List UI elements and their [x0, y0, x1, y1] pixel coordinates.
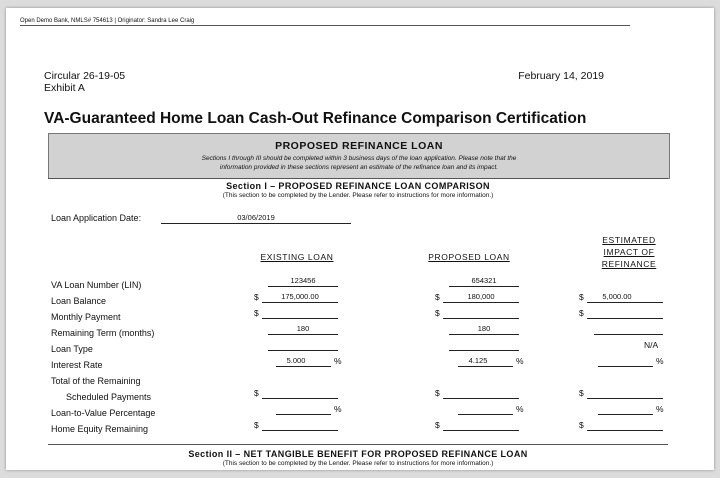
existing-loan-type-field[interactable] — [268, 340, 338, 351]
percent-sign: % — [516, 356, 524, 366]
dollar-sign: $ — [579, 420, 584, 430]
exhibit-label: Exhibit A — [44, 82, 85, 94]
dollar-sign: $ — [579, 388, 584, 398]
dollar-sign: $ — [435, 308, 440, 318]
va-loan-number-label: VA Loan Number (LIN) — [51, 280, 142, 290]
proposed-interest-rate-value: 4.125 — [468, 356, 488, 365]
dollar-sign: $ — [254, 388, 259, 398]
proposed-loan-balance-field[interactable] — [435, 292, 519, 303]
impact-loan-balance-value: 5,000.00 — [602, 292, 632, 301]
banner-line-1: Sections I through III should be completed within 3 business days of the loan application. Please note that the — [201, 155, 517, 162]
proposed-remaining-term-value: 180 — [477, 324, 491, 333]
impact-loan-type-value: N/A — [644, 340, 659, 350]
impact-loan-balance-field[interactable] — [579, 292, 663, 303]
remaining-term-label: Remaining Term (months) — [51, 328, 155, 338]
dollar-sign: $ — [435, 388, 440, 398]
ltv-label: Loan-to-Value Percentage — [51, 408, 156, 418]
existing-remaining-term-field[interactable] — [268, 324, 338, 335]
percent-sign: % — [334, 404, 342, 414]
impact-ltv-field[interactable] — [598, 404, 668, 415]
existing-loan-balance-value: 175,000.00 — [281, 292, 319, 301]
dollar-sign: $ — [254, 420, 259, 430]
circular-number: Circular 26-19-05 — [44, 70, 126, 82]
circular-reference — [44, 70, 125, 94]
section-1-heading: Section I – PROPOSED REFINANCE LOAN COMPARISON — [226, 181, 490, 191]
dollar-sign: $ — [435, 420, 440, 430]
proposed-loan-type-field[interactable] — [449, 340, 519, 351]
existing-monthly-payment-field[interactable] — [254, 308, 338, 319]
total-remaining-label: Total of the Remaining — [51, 376, 141, 386]
proposed-interest-rate-field[interactable] — [458, 356, 528, 367]
section-2-header — [48, 444, 668, 467]
dollar-sign: $ — [254, 308, 259, 318]
existing-interest-rate-value: 5.000 — [286, 356, 306, 365]
percent-sign: % — [334, 356, 342, 366]
existing-loan-column-header: EXISTING LOAN — [260, 252, 334, 262]
application-date-label: Loan Application Date: — [51, 213, 142, 223]
application-date-value: 03/06/2019 — [237, 213, 275, 222]
section-1-note: (This section to be completed by the Lender. Please refer to instructions for more information.) — [222, 192, 494, 199]
impact-header-line-3: REFINANCE — [601, 259, 657, 269]
document-title: VA-Guaranteed Home Loan Cash-Out Refinance Comparison Certification — [44, 110, 587, 127]
loan-balance-label: Loan Balance — [51, 296, 107, 306]
interest-rate-label: Interest Rate — [51, 360, 103, 370]
proposed-loan-balance-value: 180,000 — [467, 292, 495, 301]
proposed-va-loan-number-field[interactable] — [449, 276, 519, 287]
estimated-impact-column-header — [597, 234, 661, 270]
impact-home-equity-field[interactable] — [579, 420, 663, 431]
impact-header-line-2: IMPACT OF — [603, 247, 655, 257]
monthly-payment-label: Monthly Payment — [51, 312, 121, 322]
dollar-sign: $ — [579, 308, 584, 318]
percent-sign: % — [656, 356, 664, 366]
application-date-field[interactable] — [161, 213, 351, 224]
section-2-heading: Section II – NET TANGIBLE BENEFIT FOR PROPOSED REFINANCE LOAN — [188, 449, 528, 459]
section-1-header — [48, 178, 668, 199]
banner-line-2: information provided in these sections represent an estimate of the refinance loan and its impact. — [219, 164, 499, 171]
impact-scheduled-payments-field[interactable] — [579, 388, 663, 399]
dollar-sign: $ — [435, 292, 440, 302]
dollar-sign: $ — [579, 292, 584, 302]
existing-va-loan-number-field[interactable] — [268, 276, 338, 287]
existing-va-loan-number-value: 123456 — [290, 276, 316, 285]
existing-remaining-term-value: 180 — [296, 324, 310, 333]
scheduled-payments-label: Scheduled Payments — [66, 392, 152, 402]
impact-interest-rate-field[interactable] — [598, 356, 668, 367]
proposed-scheduled-payments-field[interactable] — [435, 388, 519, 399]
document-date: February 14, 2019 — [518, 70, 604, 82]
existing-home-equity-field[interactable] — [254, 420, 338, 431]
existing-scheduled-payments-field[interactable] — [254, 388, 338, 399]
proposed-monthly-payment-field[interactable] — [435, 308, 519, 319]
proposed-home-equity-field[interactable] — [435, 420, 519, 431]
proposed-ltv-field[interactable] — [458, 404, 528, 415]
originator-header: Open Demo Bank, NMLS# 754613 | Originator: Sandra Lee Craig — [20, 18, 630, 26]
proposed-va-loan-number-value: 654321 — [471, 276, 497, 285]
existing-loan-balance-field[interactable] — [254, 292, 338, 303]
section-2-note: (This section to be completed by the Lender. Please refer to instructions for more information.) — [222, 460, 494, 467]
percent-sign: % — [516, 404, 524, 414]
existing-interest-rate-field[interactable] — [276, 356, 346, 367]
proposed-loan-banner — [48, 133, 670, 179]
percent-sign: % — [656, 404, 664, 414]
impact-header-line-1: ESTIMATED — [602, 235, 656, 245]
proposed-remaining-term-field[interactable] — [449, 324, 519, 335]
dollar-sign: $ — [254, 292, 259, 302]
banner-heading: PROPOSED REFINANCE LOAN — [275, 140, 443, 152]
impact-remaining-term-field[interactable] — [594, 324, 663, 335]
impact-monthly-payment-field[interactable] — [579, 308, 663, 319]
document-page — [6, 8, 714, 470]
home-equity-label: Home Equity Remaining — [51, 424, 149, 434]
loan-type-label: Loan Type — [51, 344, 93, 354]
existing-ltv-field[interactable] — [276, 404, 346, 415]
proposed-loan-column-header: PROPOSED LOAN — [428, 252, 510, 262]
